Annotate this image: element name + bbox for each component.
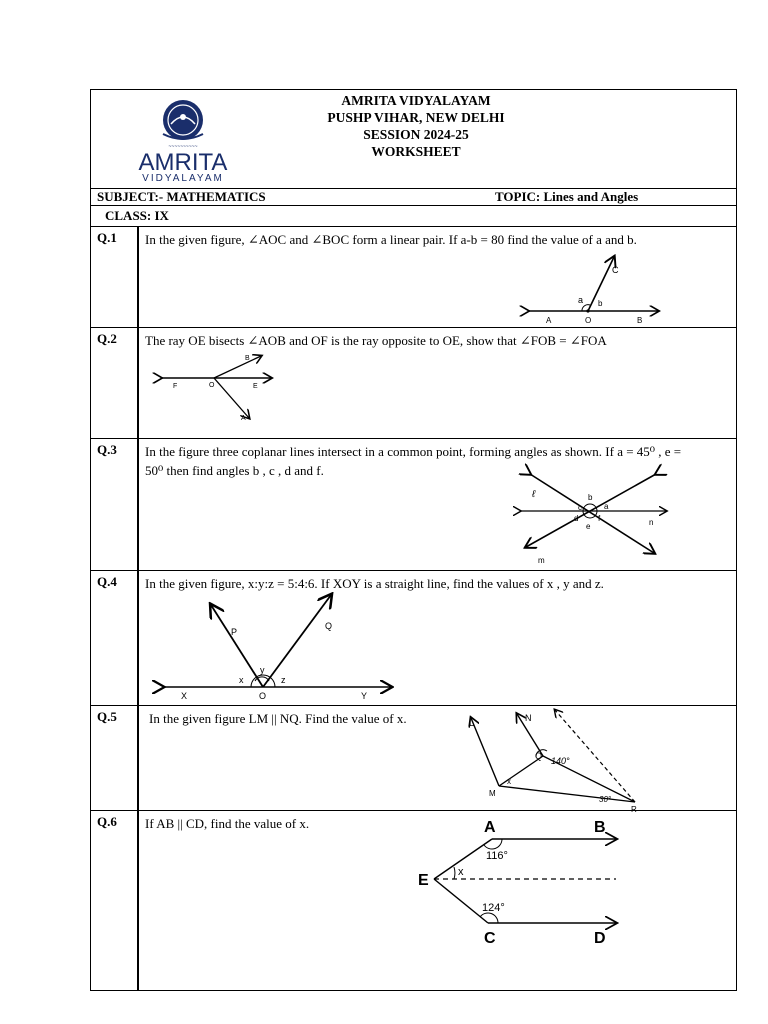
label-O: O — [259, 691, 267, 701]
label-B: B — [245, 355, 250, 362]
question-text: The ray OE bisects ∠AOB and OF is the ray opposite to OE, show that ∠FOB = ∠FOA — [145, 333, 607, 348]
label-y: y — [260, 665, 265, 675]
label-A: A — [241, 415, 246, 422]
question-row-2 — [91, 328, 736, 439]
q1-figure — [526, 249, 661, 325]
logo-word: AMRITA — [138, 149, 228, 176]
label-n: n — [649, 518, 654, 527]
label-c: c — [578, 503, 582, 512]
topic: TOPIC: Lines and Angles — [495, 189, 639, 204]
label-C: C — [612, 265, 619, 275]
q5-figure — [459, 708, 649, 814]
label-l: ℓ — [532, 489, 536, 500]
question-row-3 — [91, 439, 736, 571]
worksheet — [90, 89, 737, 991]
label-M: M — [489, 789, 496, 798]
q3-figure — [516, 469, 671, 565]
label-P: P — [231, 627, 238, 637]
label-C: C — [484, 930, 496, 947]
label-x: x — [507, 777, 511, 786]
label-angle-140: 140° — [551, 756, 570, 766]
question-number: Q.1 — [97, 230, 117, 245]
label-O: O — [209, 382, 215, 389]
label-a: a — [578, 295, 584, 305]
label-B: B — [637, 316, 643, 325]
label-E: E — [253, 383, 258, 390]
label-z: z — [281, 675, 286, 685]
label-angle-124: 124° — [482, 902, 505, 914]
question-number: Q.2 — [97, 331, 117, 346]
label-f: f — [598, 514, 601, 523]
school-location: PUSHP VIHAR, NEW DELHI — [327, 110, 505, 125]
label-m: m — [538, 556, 545, 565]
document-type: WORKSHEET — [371, 144, 461, 159]
label-R: R — [631, 805, 637, 814]
label-Q: Q — [325, 621, 333, 631]
label-x: x — [458, 866, 464, 878]
class: CLASS: IX — [105, 208, 169, 223]
label-E: E — [418, 872, 429, 889]
subject-row — [91, 188, 736, 206]
label-X: X — [181, 691, 188, 701]
label-A: A — [484, 819, 496, 836]
label-angle-30: 30° — [599, 795, 612, 804]
label-b: b — [598, 299, 603, 308]
q2-figure — [159, 350, 279, 434]
worksheet-header — [91, 90, 736, 189]
question-number: Q.6 — [97, 814, 117, 829]
label-L: L — [469, 718, 475, 728]
label-Q: Q — [535, 751, 543, 761]
question-text: In the given figure, ∠AOC and ∠BOC form a linear pair. If a-b = 80 find the value of a and b. — [145, 232, 637, 247]
label-Y: Y — [361, 691, 368, 701]
question-text: In the given figure, x:y:z = 5:4:6. If XOY is a straight line, find the values of x , y and z. — [145, 576, 604, 591]
question-row-5 — [91, 706, 736, 814]
label-O: O — [585, 316, 592, 325]
q4-figure — [159, 591, 399, 703]
question-number: Q.5 — [97, 709, 117, 724]
logo-subword: VIDYALAYAM — [142, 173, 224, 184]
svg-text:~~~~~~~~~~: ~~~~~~~~~~ — [168, 144, 198, 150]
label-d: d — [574, 514, 579, 523]
class-row — [91, 206, 736, 227]
q6-figure — [416, 815, 620, 945]
label-e: e — [586, 522, 591, 531]
school-heading — [271, 92, 561, 160]
question-row-6 — [91, 811, 736, 990]
label-N: N — [525, 713, 532, 723]
label-a: a — [604, 502, 609, 511]
question-number: Q.3 — [97, 442, 117, 457]
label-B: B — [594, 819, 606, 836]
label-b: b — [588, 493, 593, 502]
label-A: A — [546, 316, 552, 325]
question-number: Q.4 — [97, 574, 117, 589]
question-text: In the figure three coplanar lines intersect in a common point, forming angles as shown. If a = 45⁰ , e = 50⁰ then find angles b , c , d and f. — [145, 444, 682, 478]
school-logo — [127, 96, 239, 184]
label-F: F — [173, 383, 178, 390]
session: SESSION 2024-25 — [363, 127, 469, 142]
subject: SUBJECT:- MATHEMATICS — [97, 189, 266, 204]
label-x: x — [239, 675, 244, 685]
label-D: D — [594, 930, 606, 947]
question-row-4 — [91, 571, 736, 706]
question-text: If AB || CD, find the value of x. — [145, 816, 310, 831]
school-name: AMRITA VIDYALAYAM — [341, 93, 491, 108]
question-row-1 — [91, 227, 736, 328]
label-angle-116: 116° — [486, 850, 508, 862]
question-text: In the given figure LM || NQ. Find the value of x. — [149, 711, 407, 726]
